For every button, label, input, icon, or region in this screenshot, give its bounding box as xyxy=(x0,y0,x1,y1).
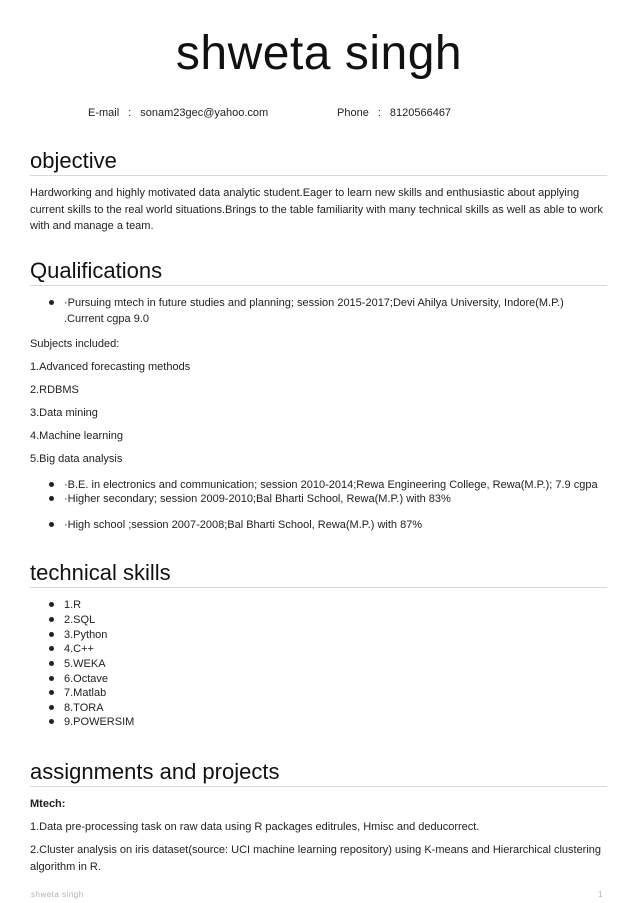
footer-name: shweta singh xyxy=(31,890,84,899)
skill-item: 9.POWERSIM xyxy=(64,714,604,730)
skill-item: 7.Matlab xyxy=(64,685,604,701)
assignment-item: 1.Data pre-processing task on raw data using R packages editrules, Hmisc and deducorrect. xyxy=(30,821,480,833)
assignments-heading: assignments and projects xyxy=(30,759,607,787)
resume-name: shweta singh xyxy=(175,27,463,80)
subject-item: 3.Data mining xyxy=(30,407,98,419)
subject-item: 5.Big data analysis xyxy=(30,453,123,465)
skill-item: 4.C++ xyxy=(64,641,604,657)
email-value[interactable]: sonam23gec@yahoo.com xyxy=(140,107,269,119)
subject-item: 2.RDBMS xyxy=(30,384,79,396)
skill-item: 8.TORA xyxy=(64,700,604,716)
qualification-item: ·High school ;session 2007-2008;Bal Bharti School, Rewa(M.P.) with 87% xyxy=(64,517,604,533)
skill-item: 5.WEKA xyxy=(64,656,604,672)
page-number: 1 xyxy=(598,890,603,899)
phone-label: Phone xyxy=(337,107,369,119)
qualifications-heading: Qualifications xyxy=(30,258,607,286)
email-colon: : xyxy=(128,107,132,119)
phone-colon: : xyxy=(377,107,381,119)
skill-item: 1.R xyxy=(64,597,604,613)
email-line xyxy=(88,107,268,119)
objective-text: Hardworking and highly motivated data analytic student.Eager to learn new skills and enthusiastic about applying current skills to the real world situations.Brings to the table familiarity with many technical skills as well as able to work with and manage a team. xyxy=(30,187,603,232)
phone-line xyxy=(337,107,451,119)
skill-item: 3.Python xyxy=(64,627,604,643)
subject-item: 1.Advanced forecasting methods xyxy=(30,361,191,373)
subject-item: 4.Machine learning xyxy=(30,430,123,442)
phone-value: 8120566467 xyxy=(389,107,452,119)
assignments-subheading: Mtech: xyxy=(30,798,66,810)
qualification-item: ·Higher secondary; session 2009-2010;Bal Bharti School, Rewa(M.P.) with 83% xyxy=(64,491,604,507)
skills-heading: technical skills xyxy=(30,560,607,588)
skill-item: 2.SQL xyxy=(64,612,604,628)
objective-heading: objective xyxy=(30,148,607,176)
assignment-item: 2.Cluster analysis on iris dataset(source: UCI machine learning repository) using K-means and Hierarchical clustering algorithm in R. xyxy=(30,844,602,873)
qualification-item: ·Pursuing mtech in future studies and planning; session 2015-2017;Devi Ahilya University, Indore(M.P.) .Current cgpa 9.0 xyxy=(64,295,604,327)
subjects-label: Subjects included: xyxy=(30,338,120,350)
qualification-item: ·B.E. in electronics and communication; session 2010-2014;Rewa Engineering College, Rewa(M.P.); 7.9 cgpa xyxy=(64,477,604,493)
email-label: E-mail xyxy=(88,107,120,119)
skill-item: 6.Octave xyxy=(64,671,604,687)
